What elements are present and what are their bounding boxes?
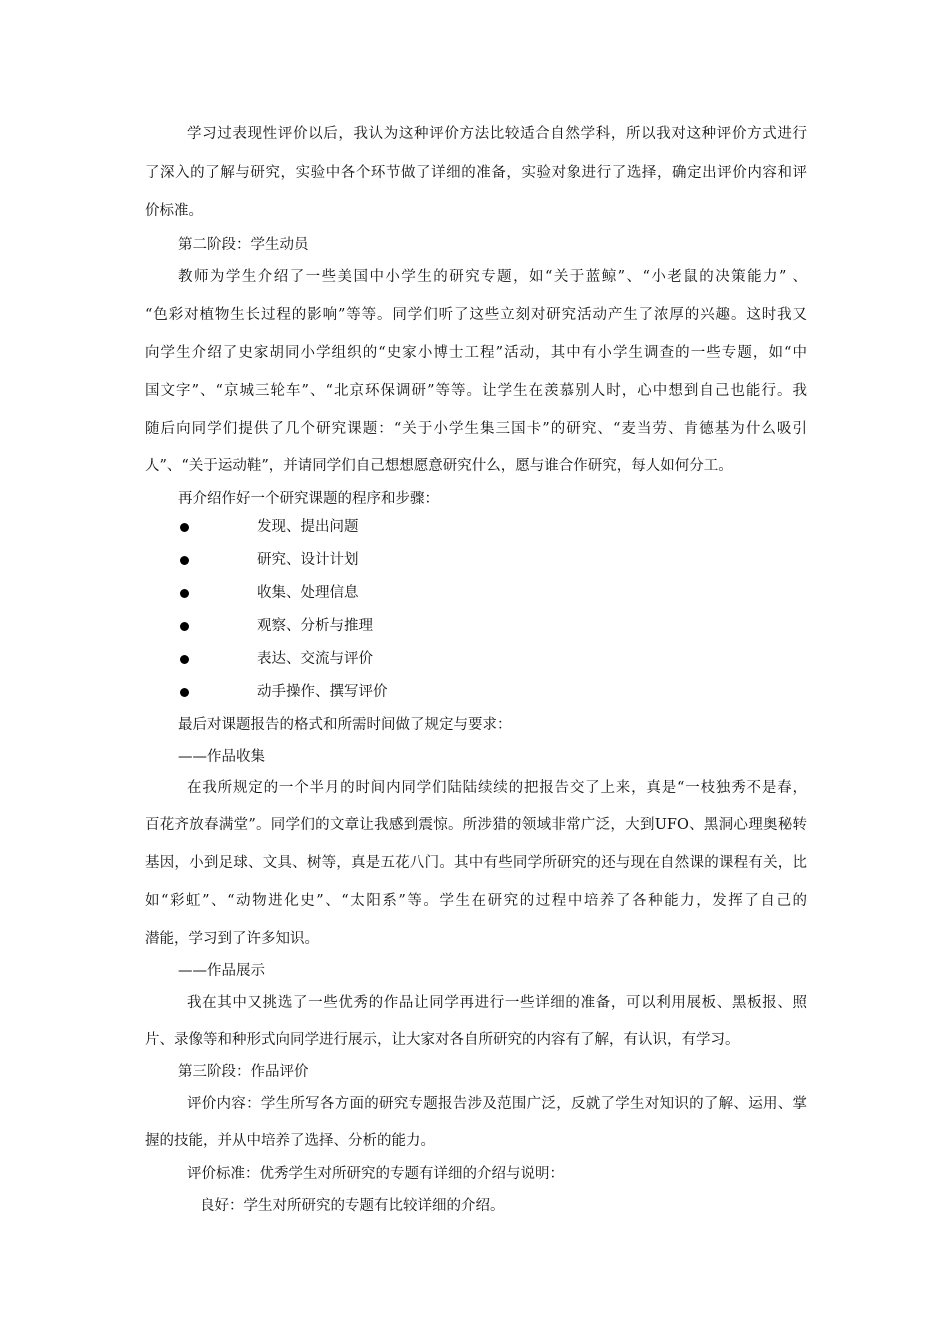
steps-intro: 再介绍作好一个研究课题的程序和步骤： <box>178 491 439 507</box>
good-line: 良好：学生对所研究的专题有比较详细的介绍。 <box>200 1198 505 1214</box>
para1-line-3: 价标准。 <box>145 203 203 219</box>
report-requirement: 最后对课题报告的格式和所需时间做了规定与要求： <box>178 717 512 733</box>
bullet-icon <box>180 523 189 532</box>
stage2-heading: 第二阶段：学生动员 <box>178 237 309 253</box>
para2-line-1: 教师为学生介绍了一些美国中小学生的研究专题，如“关于蓝鲸”、“小老鼠的决策能力” 、 <box>178 269 807 285</box>
stage3-heading: 第三阶段：作品评价 <box>178 1064 309 1080</box>
para1-line-1: 学习过表现性评价以后，我认为这种评价方法比较适合自然学科，所以我对这种评价方式进行 <box>187 126 807 142</box>
step-item-5: 表达、交流与评价 <box>257 651 373 667</box>
para2-line-2: “色彩对植物生长过程的影响”等等。同学们听了这些立刻对研究活动产生了浓厚的兴趣。这时我又 <box>145 307 807 323</box>
bullet-icon <box>180 688 189 697</box>
bullet-icon <box>180 655 189 664</box>
para2-line-6: 人”、“关于运动鞋”，并请同学们自己想想愿意研究什么，愿与谁合作研究，每人如何分工。 <box>145 458 733 474</box>
bullet-icon <box>180 589 189 598</box>
para3-line-1: 在我所规定的一个半月的时间内同学们陆陆续续的把报告交了上来，真是“一枝独秀不是春， <box>187 780 807 796</box>
para3-line-4: 如“彩虹”、“动物进化史”、“太阳系”等。学生在研究的过程中培养了各种能力，发挥了自己的 <box>145 893 807 909</box>
para2-line-5: 随后向同学们提供了几个研究课题：“关于小学生集三国卡”的研究、“麦当劳、肯德基为什么吸引 <box>145 421 807 437</box>
para2-line-4: 国文字”、“京城三轮车”、“北京环保调研”等等。让学生在羡慕别人时，心中想到自己也能行。我 <box>145 383 807 399</box>
para3-line-5: 潜能，学习到了许多知识。 <box>145 931 319 947</box>
step-item-6: 动手操作、撰写评价 <box>257 684 388 700</box>
step-item-2: 研究、设计计划 <box>257 552 359 568</box>
step-item-3: 收集、处理信息 <box>257 585 359 601</box>
para4-line-1: 我在其中又挑选了一些优秀的作品让同学再进行一些详细的准备，可以利用展板、黑板报、照 <box>187 995 807 1011</box>
bullet-icon <box>180 622 189 631</box>
para5-line-1: 评价内容：学生所写各方面的研究专题报告涉及范围广泛，反就了学生对知识的了解、运用、掌 <box>187 1096 807 1112</box>
step-item-1: 发现、提出问题 <box>257 519 359 535</box>
bullet-icon <box>180 556 189 565</box>
display-heading: ——作品展示 <box>178 963 265 979</box>
step-item-4: 观察、分析与推理 <box>257 618 373 634</box>
para3-line-2: 百花齐放春满堂”。同学们的文章让我感到震惊。所涉猎的领域非常广泛，大到UFO、黑洞心理奥秘转 <box>145 817 807 833</box>
para5-line-2: 握的技能，并从中培养了选择、分析的能力。 <box>145 1133 435 1149</box>
para4-line-2: 片、录像等和种形式向同学进行展示，让大家对各自所研究的内容有了解，有认识，有学习。 <box>145 1032 740 1048</box>
collect-heading: ——作品收集 <box>178 749 265 765</box>
criteria-line: 评价标准：优秀学生对所研究的专题有详细的介绍与说明： <box>187 1166 564 1182</box>
para1-line-2: 了深入的了解与研究，实验中各个环节做了详细的准备，实验对象进行了选择，确定出评价内容和评 <box>145 165 807 181</box>
para2-line-3: 向学生介绍了史家胡同小学组织的“史家小博士工程”活动，其中有小学生调查的一些专题，如“中 <box>145 345 807 361</box>
para3-line-3: 基因，小到足球、文具、树等，真是五花八门。其中有些同学所研究的还与现在自然课的课程有关，比 <box>145 855 807 871</box>
